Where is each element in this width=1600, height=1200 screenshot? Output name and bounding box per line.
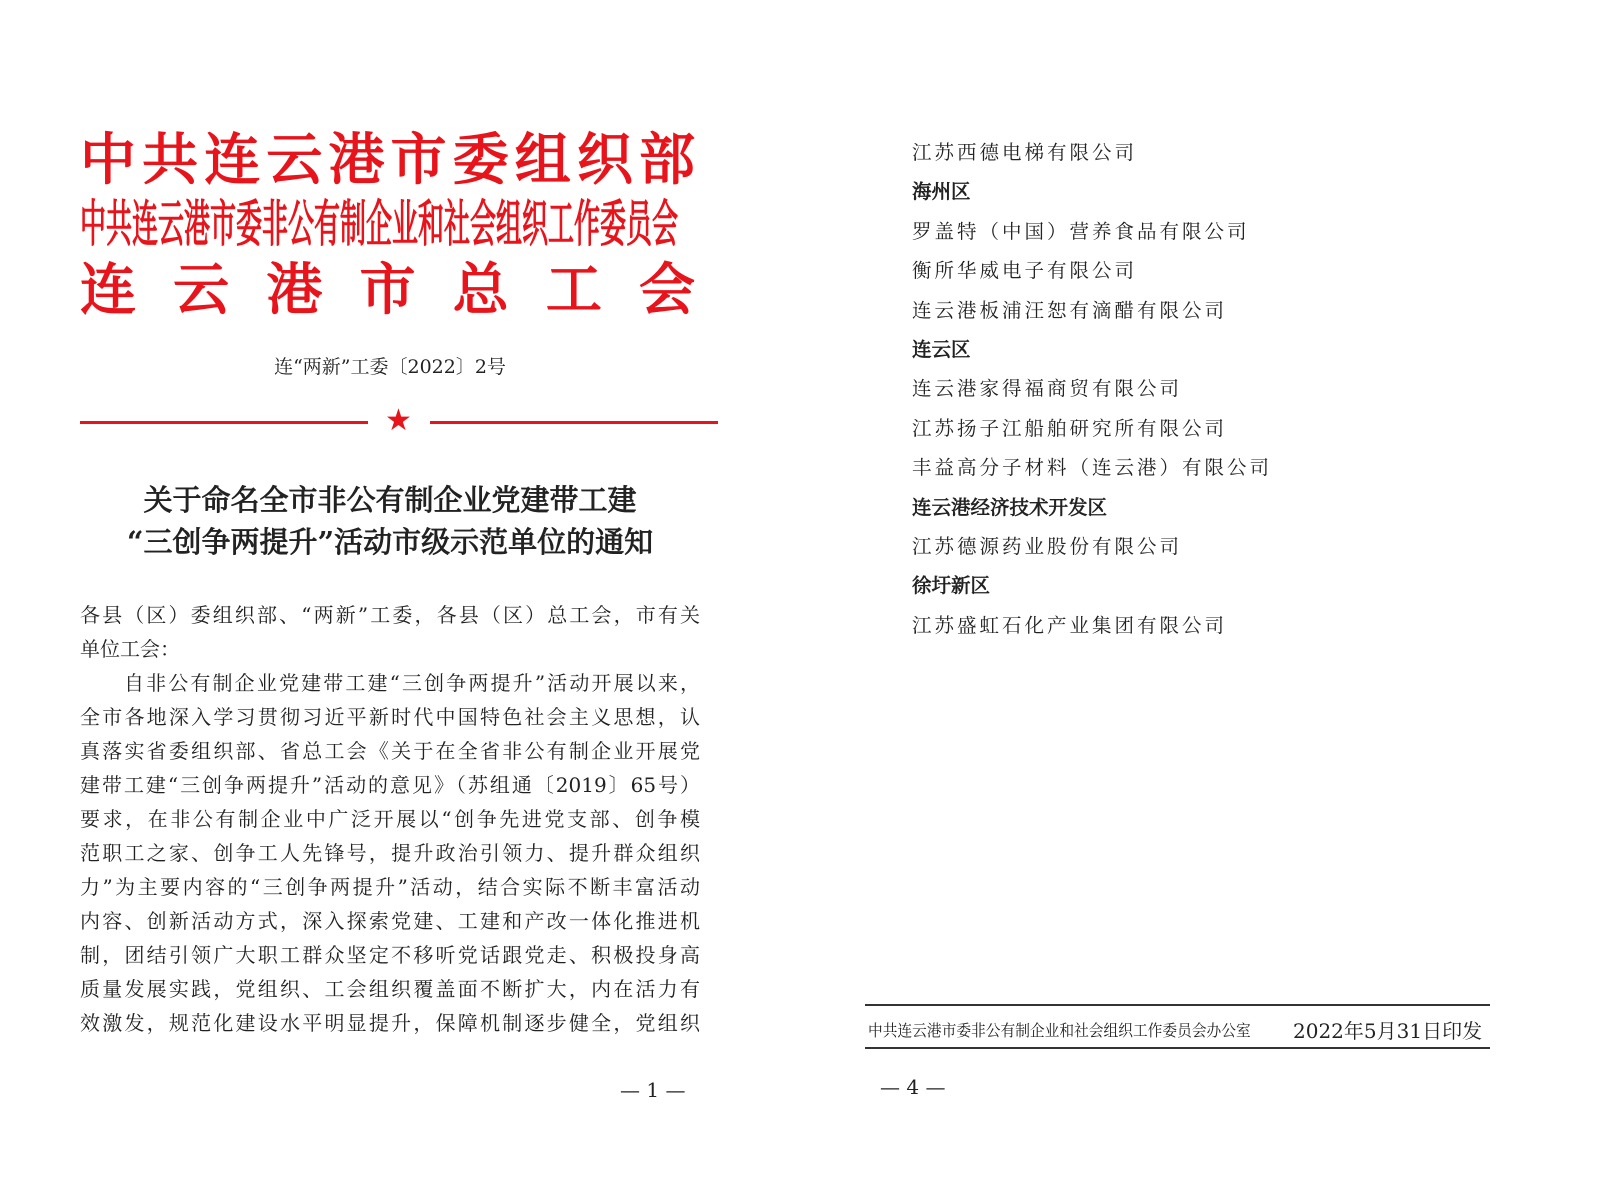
unit-name: 连云港家得福商贸有限公司	[912, 377, 1183, 401]
body-line: 建带工建“三创争两提升”活动的意见》（苏组通〔2019〕65号）	[80, 773, 700, 797]
body-line: 力”为主要内容的“三创争两提升”活动，结合实际不断丰富活动	[80, 875, 700, 899]
unit-name: 江苏西德电梯有限公司	[912, 141, 1138, 164]
header-org-3: 连云港市总工会	[80, 258, 695, 323]
body-line: 各县（区）委组织部、“两新”工委，各县（区）总工会，市有关	[80, 603, 700, 627]
footer-issuer: 中共连云港市委非公有制企业和社会组织工作委员会办公室	[868, 1021, 1251, 1040]
unit-name: 江苏德源药业股份有限公司	[912, 535, 1183, 558]
red-divider-right	[430, 421, 718, 424]
body-line: 真落实省委组织部、省总工会《关于在全省非公有制企业开展党	[80, 739, 700, 763]
document-title	[60, 479, 720, 563]
body-line: 效激发，规范化建设水平明显提升，保障机制逐步健全，党组织	[80, 1011, 700, 1035]
body-line: 范职工之家、创争工人先锋号，提升政治引领力、提升群众组织	[80, 841, 700, 865]
header-org-2: 中共连云港市委非公有制企业和社会组织工作委员会	[80, 195, 678, 253]
unit-name: 丰益高分子材料（连云港）有限公司	[912, 456, 1273, 480]
unit-name: 江苏扬子江船舶研究所有限公司	[912, 416, 1228, 440]
unit-name: 衡所华威电子有限公司	[912, 259, 1138, 283]
district-heading: 徐圩新区	[912, 574, 991, 598]
body-line: 单位工会：	[80, 637, 180, 661]
footer-rule-top	[865, 1004, 1490, 1006]
title-line: “三创争两提升”活动市级示范单位的通知	[126, 525, 654, 559]
page-number: — 4 —	[880, 1075, 946, 1099]
district-heading: 海州区	[912, 180, 971, 204]
body-line: 自非公有制企业党建带工建“三创争两提升”活动开展以来，	[124, 671, 700, 695]
doc-number: 连“两新”工委〔2022〕2号	[274, 356, 506, 378]
body-line: 要求，在非公有制企业中广泛开展以“创争先进党支部、创争模	[80, 807, 700, 831]
header-org-2-wrap	[80, 196, 705, 256]
footer-date: 2022年5月31日印发	[1293, 1019, 1483, 1043]
red-divider-left	[80, 421, 368, 424]
star-icon: ★	[385, 403, 412, 438]
footer-rule-bottom	[865, 1047, 1490, 1049]
header-org-1: 中共连云港市委组织部	[80, 128, 695, 193]
unit-name: 连云港板浦汪恕有滴醋有限公司	[912, 298, 1228, 322]
district-heading: 连云港经济技术开发区	[912, 495, 1108, 519]
body-line: 质量发展实践，党组织、工会组织覆盖面不断扩大，内在活力有	[80, 977, 700, 1001]
title-line: 关于命名全市非公有制企业党建带工建	[143, 483, 637, 517]
district-heading: 连云区	[912, 338, 971, 361]
unit-name: 江苏盛虹石化产业集团有限公司	[912, 613, 1228, 637]
unit-name: 罗盖特（中国）营养食品有限公司	[912, 219, 1250, 243]
body-line: 内容、创新活动方式，深入探索党建、工建和产改一体化推进机	[80, 909, 700, 933]
body-line: 制，团结引领广大职工群众坚定不移听党话跟党走、积极投身高	[80, 943, 700, 967]
page-number: — 1 —	[620, 1078, 686, 1102]
body-line: 全市各地深入学习贯彻习近平新时代中国特色社会主义思想，认	[80, 705, 700, 729]
